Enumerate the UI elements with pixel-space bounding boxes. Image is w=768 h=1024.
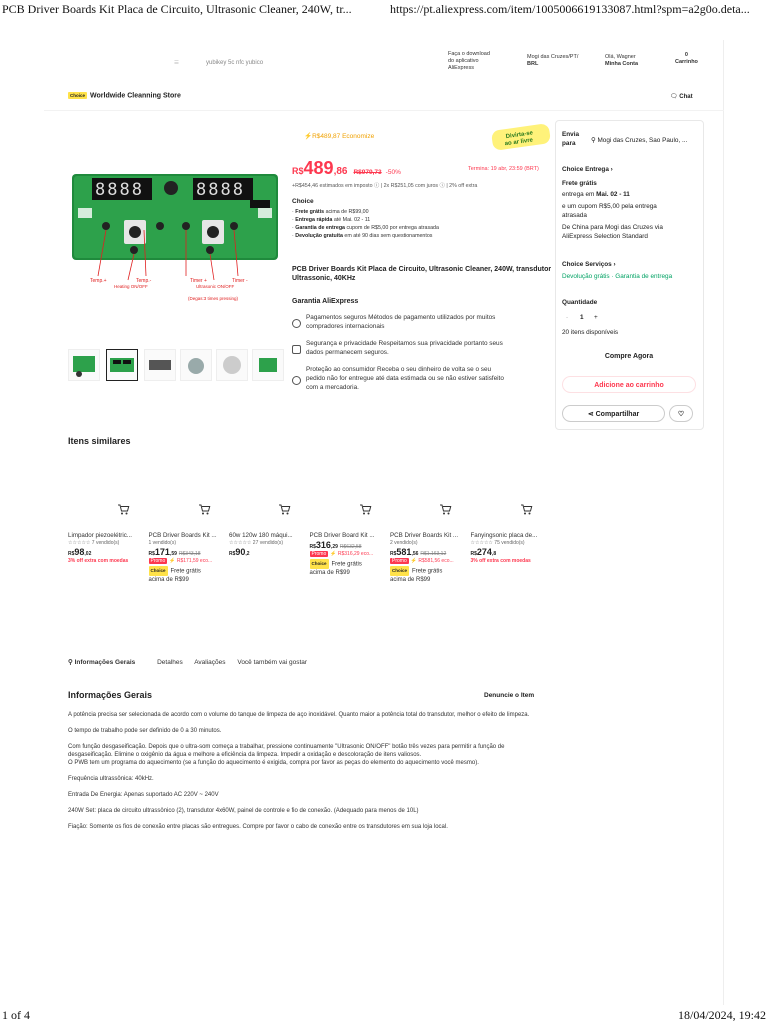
locale-text: Mogi das Cruzes/PT/ — [527, 54, 579, 60]
late-coupon: e um cupom R$5,00 pela entrega atrasada — [562, 203, 657, 219]
ship-to-label: Envia para — [562, 131, 580, 147]
item-free-shipping: Choice Frete grátis acima de R$99 — [390, 568, 443, 583]
guarantee-item — [292, 366, 542, 394]
buy-now-button[interactable]: Compre Agora — [604, 353, 654, 360]
print-page: 1 of 4 — [2, 1008, 30, 1022]
currency-text: BRL — [527, 61, 539, 67]
svg-text:8888: 8888 — [95, 180, 144, 200]
add-to-cart-icon[interactable] — [358, 502, 372, 516]
benefit-line: · Frete grátis acima de R$99,00 — [292, 209, 369, 215]
label-timer-up: Timer + — [190, 278, 207, 284]
add-to-cart-icon[interactable] — [277, 502, 291, 516]
add-to-cart-icon[interactable] — [197, 502, 211, 516]
benefit-text: acima de R$99,00 — [324, 209, 369, 215]
report-item-link[interactable]: Denuncie o Item — [484, 692, 535, 699]
item-price: R$90,2 — [229, 547, 250, 557]
item-promo: Promo ⚡ R$171,59 eco... — [150, 558, 213, 564]
thumbnail[interactable] — [144, 349, 176, 381]
similar-heading: Itens similares — [68, 436, 131, 446]
tab-reviews[interactable]: Avaliações — [194, 659, 226, 666]
account-label: Minha Conta — [605, 61, 638, 67]
choice-delivery-link[interactable]: Choice Entrega › — [562, 166, 613, 173]
detail-tabs — [68, 658, 317, 666]
tab-details[interactable]: Detalhes — [157, 659, 183, 666]
delivery-date: Mai. 02 - 11 — [596, 191, 630, 198]
benefit-text: em até 90 dias sem questionamentos — [342, 233, 433, 239]
print-title: PCB Driver Boards Kit Placa de Circuito, Ultrasonic Cleaner, 240W, tr... — [2, 2, 352, 16]
item-free-shipping: Choice Frete grátis acima de R$99 — [309, 561, 362, 576]
chat-button[interactable] — [670, 93, 693, 100]
shipping-route: De China para Mogi das Cruzes via AliExpress Selection Standard — [562, 224, 663, 240]
cart-label: Carrinho — [675, 59, 698, 65]
similar-item-card[interactable] — [229, 532, 305, 557]
benefit-title: Frete grátis — [295, 209, 325, 215]
item-price: R$316,29 R$632,58 — [309, 540, 362, 550]
savings-text: ⚡R$489,87 Economize — [304, 133, 375, 140]
menu-icon[interactable]: ☰ — [174, 60, 179, 66]
price-integer: 489 — [303, 158, 334, 178]
print-url: https://pt.aliexpress.com/item/1005006619133087.html?spm=a2g0o.deta... — [390, 2, 750, 16]
price-decimal: ,86 — [333, 166, 348, 177]
delivery-estimate: entrega em Mai. 02 - 11 — [562, 191, 630, 198]
product-image[interactable] — [68, 160, 288, 310]
label-ultrasonic: Ultrasonic ON/OFF — [196, 284, 235, 289]
money-back-icon — [292, 376, 301, 385]
benefit-text: até Mai. 02 - 11 — [332, 217, 371, 223]
description — [68, 711, 544, 839]
share-icon: ⋖ — [587, 411, 596, 418]
guarantee-item — [292, 340, 542, 360]
thumbnail[interactable] — [68, 349, 100, 381]
label-timer-down: Timer - — [232, 278, 248, 284]
item-sold: ☆☆☆☆☆ 27 vendido(s) — [229, 540, 284, 546]
item-price: R$274,8 — [470, 547, 497, 557]
benefit-title: Devolução gratuita — [295, 233, 343, 239]
download-line: AliExpress — [448, 65, 474, 71]
label-temp-down: Temp.- — [136, 278, 152, 284]
label-heating: Heating ON/OFF — [114, 284, 148, 289]
price-currency: R$ — [292, 166, 304, 176]
choice-benefits — [292, 198, 542, 240]
item-name: Limpador piezoelétric... — [68, 532, 132, 539]
add-to-cart-icon[interactable] — [116, 502, 130, 516]
quantity-plus[interactable]: + — [594, 314, 598, 321]
item-promo: Promo ⚡ R$581,56 eco... — [392, 558, 454, 564]
add-to-cart-icon[interactable] — [438, 502, 452, 516]
desc-paragraph: Frequência ultrassônica: 40kHz. — [68, 776, 154, 782]
similar-item-card[interactable] — [310, 532, 386, 577]
download-app-link[interactable] — [448, 51, 490, 72]
tab-recommendations[interactable]: Você também vai gostar — [237, 659, 308, 666]
location-pin-icon: ⚲ — [591, 137, 598, 144]
locale-selector[interactable] — [527, 54, 578, 68]
choice-heading: Choice — [292, 198, 314, 205]
item-extra-discount: 3% off extra com moedas — [470, 558, 531, 564]
thumbnail[interactable] — [252, 349, 284, 381]
item-sold: 2 vendido(s) — [390, 540, 418, 546]
benefit-title: Entrega rápida — [295, 217, 333, 223]
label-degas: (Degas:3 times pressing) — [188, 296, 239, 301]
top-bar — [44, 48, 724, 84]
guarantee-item — [292, 314, 542, 334]
item-name: PCB Driver Boards Kit ... — [390, 532, 459, 539]
print-header — [0, 0, 768, 20]
quantity-value[interactable]: 1 — [580, 314, 584, 321]
deal-ends: Termina: 19 abr, 23:59 (BRT) — [468, 166, 539, 172]
item-sold: ☆☆☆☆☆ 7 vendido(s) — [68, 540, 120, 546]
price-original: R$979,73 — [353, 169, 382, 176]
benefit-line: · Devolução gratuita em até 90 dias sem questionamentos — [292, 233, 433, 239]
download-line: Faça o download — [448, 51, 490, 57]
guarantee-text: Segurança e privacidade Respeitamos sua privacidade portanto seus — [306, 340, 503, 347]
discount-percent: -50% — [385, 169, 401, 176]
add-to-cart-icon[interactable] — [519, 502, 533, 516]
thumbnail-strip — [68, 349, 278, 385]
thumbnail[interactable] — [216, 349, 248, 381]
item-sold: 1 vendido(s) — [148, 540, 177, 546]
greeting: Olá, Wagner — [605, 54, 636, 60]
benefit-text: cupom de R$5,00 por entrega atrasada — [345, 225, 439, 231]
benefit-line: · Entrega rápida até Mai. 02 - 11 — [292, 217, 371, 223]
tab-info[interactable]: ⚲ Informações Gerais — [68, 659, 136, 666]
location-selector[interactable] — [591, 137, 699, 146]
benefit-line: · Garantia de entrega cupom de R$5,00 por entrega atrasada — [292, 225, 439, 231]
promo-badge — [490, 124, 552, 150]
item-name: PCB Driver Boards Kit ... — [148, 532, 217, 539]
search-input[interactable]: yubikey 5c nfc yubico — [206, 60, 264, 66]
lock-icon — [292, 345, 301, 354]
chat-label: Chat — [679, 94, 693, 100]
svg-text:8888: 8888 — [196, 180, 245, 200]
wishlist-heart-icon[interactable]: ♡ — [669, 405, 693, 422]
item-sold: ☆☆☆☆☆ 75 vendido(s) — [470, 540, 525, 546]
similar-item-card[interactable] — [390, 532, 466, 584]
guarantee-text: pedido não for entregue até data estimada ou se não estiver satisfeito — [306, 375, 504, 382]
item-name: Fanyingsonic placa de... — [470, 532, 538, 539]
info-heading: Informações Gerais — [68, 690, 153, 700]
item-price: R$171,59 R$343,18 — [148, 547, 201, 557]
desc-paragraph: Entrada De Energia: Apenas suportado AC 220V ~ 240V — [68, 792, 219, 798]
item-price: R$581,56 R$1.163,12 — [390, 547, 447, 557]
desc-paragraph: Fiação: Somente os fios de conexão entre placas são entregues. Compre por favor o cabo de conexão entre os transdutores em sua loja local. — [68, 824, 448, 830]
add-to-cart-button[interactable]: Adicione ao carrinho — [562, 376, 696, 393]
guarantee-text: Pagamentos seguros Métodos de pagamento utilizados por muitos — [306, 314, 496, 321]
location-text: Mogi das Cruzes, Sao Paulo, ... — [597, 137, 688, 144]
desc-paragraph: 240W Set: placa de circuito ultrassônico (2), transdutor 4x60W, painel de controle e fio de conexão. (Adequado para menos de 10L) — [68, 808, 419, 814]
share-label: Compartilhar — [595, 411, 640, 418]
shield-check-icon — [292, 319, 301, 328]
store-name-row[interactable] — [68, 92, 181, 99]
item-free-shipping: Choice Frete grátis acima de R$99 — [148, 568, 201, 583]
quantity-label: Quantidade — [562, 299, 598, 306]
store-name: Worldwide Cleanning Store — [90, 92, 181, 100]
savings-value: R$489,87 Economize — [312, 133, 375, 140]
similar-item-card[interactable] — [68, 532, 144, 564]
quantity-minus[interactable]: - — [566, 314, 569, 321]
share-button[interactable] — [562, 405, 665, 422]
free-shipping: Frete grátis — [562, 180, 597, 187]
item-promo: Promo ⚡ R$316,29 eco... — [311, 551, 374, 557]
choice-tag: Choice — [70, 93, 86, 98]
desc-paragraph: Com função desgaseificação. Depois que o ultra-som começa a trabalhar, pressione continuamente "Ultrasonic ON/OFF" botão três vezes para permitir a função de desgaseificação. Elimine o oxigênio da água e melhore a eficiência da limpeza. Impedir a oxidação e descoloração de itens valiosos. — [68, 744, 505, 758]
thumbnail-selected[interactable] — [106, 349, 138, 381]
item-price: R$98,02 — [68, 547, 92, 557]
label-temp-up: Temp.+ — [90, 278, 107, 284]
guarantee-heading: Garantia AliExpress — [292, 298, 359, 305]
desc-paragraph: A potência precisa ser selecionada de acordo com o volume do tanque de limpeza de aço inoxidável. Quanto maior a potência total do transdutor, melhor o efeito de limpeza. — [68, 712, 530, 718]
stock-available: 20 itens disponíveis — [562, 329, 619, 336]
item-extra-discount: 3% off extra com moedas — [68, 558, 129, 564]
guarantee-text: Proteção ao consumidor Receba o seu dinheiro de volta se o seu — [306, 366, 492, 373]
badge-line2: ao ar livre — [504, 137, 534, 148]
services-list: Devolução grátis · Garantia de entrega — [562, 273, 673, 280]
download-line: do aplicativo — [448, 58, 479, 64]
choice-services-link[interactable]: Choice Serviços › — [562, 261, 616, 268]
badge-line1: Divirta-se — [505, 130, 534, 141]
print-datetime: 18/04/2024, 19:42 — [677, 1008, 766, 1022]
chat-icon: 🗨︎ — [670, 94, 680, 100]
desc-paragraph: O PWB tem um programa do aquecimento (se a função do aquecimento é exigida, compra por favor as peças do elemento do aquecimento você mesmo). — [68, 760, 479, 766]
price-block — [292, 158, 401, 179]
thumbnail[interactable] — [180, 349, 212, 381]
cart-link[interactable] — [675, 52, 698, 66]
desc-paragraph: O tempo de trabalho pode ser definido de 0 a 30 minutos. — [68, 728, 222, 734]
guarantee-text: dados permanecem seguros. — [306, 349, 389, 356]
similar-item-card[interactable] — [149, 532, 225, 584]
tax-installments: +R$454,46 estimados em imposto ⓘ | 2x R$251,05 com juros ⓘ | 2% off extra — [292, 183, 478, 189]
product-title: PCB Driver Boards Kit Placa de Circuito, Ultrasonic Cleaner, 240W, transdutor Ultrassonic, 40KHz — [292, 266, 552, 282]
guarantee-text: com a mercadoria. — [306, 384, 359, 391]
account-menu[interactable] — [605, 54, 638, 68]
divider — [44, 110, 724, 111]
guarantee-text: compradores internacionais — [306, 323, 385, 330]
benefit-title: Garantia de entrega — [295, 225, 345, 231]
cart-count: 0 — [684, 52, 688, 58]
item-name: PCB Driver Board Kit ... — [309, 532, 375, 539]
item-name: 60w 120w 180 máqui... — [229, 532, 293, 539]
similar-item-card[interactable] — [471, 532, 547, 564]
